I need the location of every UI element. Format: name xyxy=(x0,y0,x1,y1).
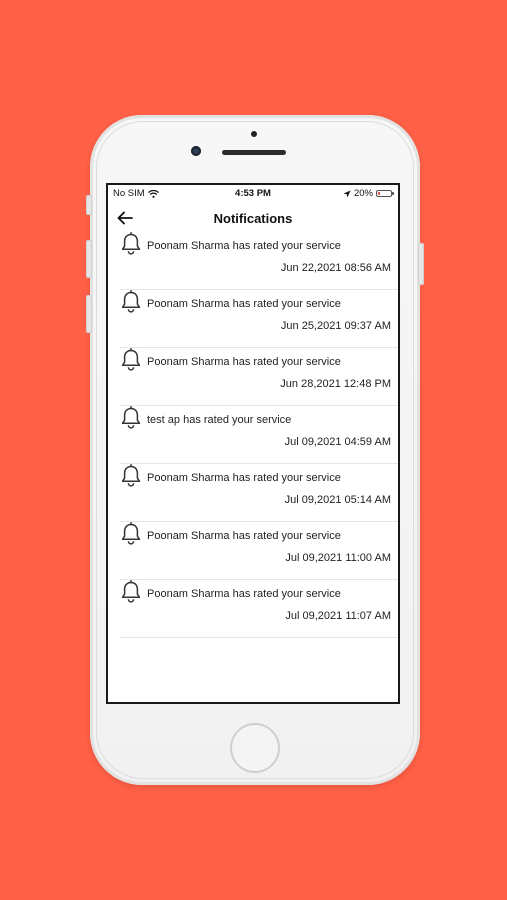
status-time: 4:53 PM xyxy=(235,188,271,199)
notification-timestamp: Jun 28,2021 12:48 PM xyxy=(280,378,391,390)
battery-percent: 20% xyxy=(353,188,373,199)
notification-item[interactable] xyxy=(120,522,398,580)
notification-item[interactable] xyxy=(120,406,398,464)
bell-icon xyxy=(120,522,142,546)
status-right xyxy=(343,188,392,199)
notification-timestamp: Jun 22,2021 08:56 AM xyxy=(280,262,391,274)
notification-item[interactable] xyxy=(120,580,398,638)
earpiece-speaker xyxy=(222,150,286,155)
notification-timestamp: Jul 09,2021 05:14 AM xyxy=(284,494,391,506)
notification-item[interactable] xyxy=(120,290,398,348)
bell-icon xyxy=(120,348,142,372)
bell-icon xyxy=(120,464,142,488)
volume-down-button xyxy=(86,295,92,333)
notification-list xyxy=(108,232,398,638)
front-camera xyxy=(191,146,201,156)
silent-switch xyxy=(86,195,92,215)
battery-icon xyxy=(376,190,392,197)
notification-timestamp: Jul 09,2021 11:07 AM xyxy=(285,610,391,622)
notification-item[interactable] xyxy=(120,464,398,522)
bell-icon xyxy=(120,406,142,430)
carrier-label: No SIM xyxy=(113,188,145,199)
phone-screen xyxy=(106,183,400,704)
bell-icon xyxy=(120,232,142,256)
notification-timestamp: Jul 09,2021 11:00 AM xyxy=(285,552,391,564)
notification-item[interactable] xyxy=(120,232,398,290)
app-header xyxy=(108,202,398,232)
proximity-sensor xyxy=(251,131,257,137)
notification-message: Poonam Sharma has rated your service xyxy=(147,472,341,484)
notification-message: Poonam Sharma has rated your service xyxy=(147,240,341,252)
home-button[interactable] xyxy=(230,723,280,773)
battery-level xyxy=(378,192,380,195)
bell-icon xyxy=(120,580,142,604)
notification-timestamp: Jul 09,2021 04:59 AM xyxy=(284,436,391,448)
volume-up-button xyxy=(86,240,92,278)
bell-icon xyxy=(120,290,142,314)
power-button xyxy=(418,243,424,285)
page-title: Notifications xyxy=(213,211,293,226)
notification-message: Poonam Sharma has rated your service xyxy=(147,530,341,542)
notification-item[interactable] xyxy=(120,348,398,406)
notification-message: Poonam Sharma has rated your service xyxy=(147,298,341,310)
notification-message: Poonam Sharma has rated your service xyxy=(147,356,341,368)
notification-message: test ap has rated your service xyxy=(147,414,292,426)
location-arrow-icon xyxy=(343,190,351,198)
notification-message: Poonam Sharma has rated your service xyxy=(147,588,341,600)
status-bar xyxy=(108,185,398,202)
notification-timestamp: Jun 25,2021 09:37 AM xyxy=(280,320,391,332)
